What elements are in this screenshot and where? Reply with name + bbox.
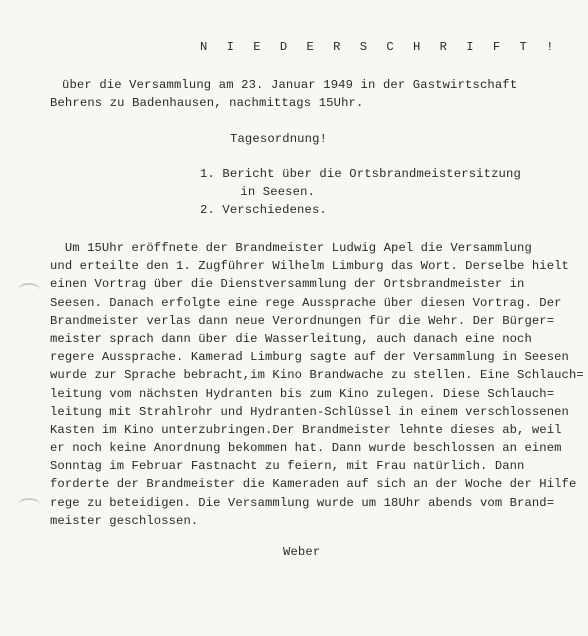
body-line: rege zu beteidigen. Die Versammlung wurde um 18Uhr abends vom Brand= (50, 495, 555, 510)
hole-punch-mark (18, 283, 40, 297)
body-line: einen Vortrag über die Dienstversammlung der Ortsbrandmeister in (50, 277, 525, 292)
body-line: Sonntag im Februar Fastnacht zu feiern, mit Frau natürlich. Dann (50, 459, 525, 474)
agenda-item: 1. Bericht über die Ortsbrandmeistersitzung (200, 167, 521, 181)
agenda-heading: Tagesordnung! (230, 132, 328, 146)
intro-line: Behrens zu Badenhausen, nachmittags 15Uhr. (50, 96, 364, 110)
body-line: leitung vom nächsten Hydranten bis zum Kino zulegen. Diese Schlauch= (50, 386, 555, 401)
hole-punch-mark (18, 498, 40, 512)
body-line: Kasten im Kino unterzubringen.Der Brandmeister lehnte dieses ab, weil (50, 422, 562, 437)
agenda-item-continuation: in Seesen. (218, 185, 316, 199)
body-line: leitung mit Strahlrohr und Hydranten-Schlüssel in einem verschlossenen (50, 404, 569, 419)
intro-line: über die Versammlung am 23. Januar 1949 in der Gastwirtschaft (62, 78, 518, 92)
body-line: Um 15Uhr eröffnete der Brandmeister Ludwig Apel die Versammlung (50, 241, 532, 255)
body-line: und erteilte den 1. Zugführer Wilhelm Limburg das Wort. Derselbe hielt (50, 259, 569, 274)
body-line: meister geschlossen. (50, 513, 199, 528)
minutes-body (50, 239, 584, 530)
body-line: forderte der Brandmeister die Kameraden auf sich an der Woche der Hilfe (50, 477, 577, 492)
body-line: Brandmeister verlas dann neue Verordnungen für die Wehr. Der Bürger= (50, 313, 555, 328)
body-line: wurde zur Sprache bebracht,im Kino Brandwache zu stellen. Eine Schlauch= (50, 368, 584, 383)
body-line: meister sprach dann über die Wasserleitung, auch danach eine noch (50, 331, 532, 346)
body-line: er noch keine Anordnung bekommen hat. Dann wurde beschlossen an einem (50, 441, 562, 456)
signature: Weber (283, 545, 321, 559)
body-line: Seesen. Danach erfolgte eine rege Aussprache über diesen Vortrag. Der (50, 295, 562, 310)
agenda-item: 2. Verschiedenes. (200, 203, 327, 217)
document-title: N I E D E R S C H R I F T ! (200, 40, 560, 54)
body-line: regere Aussprache. Kamerad Limburg sagte auf der Versammlung in Seesen (50, 350, 569, 365)
